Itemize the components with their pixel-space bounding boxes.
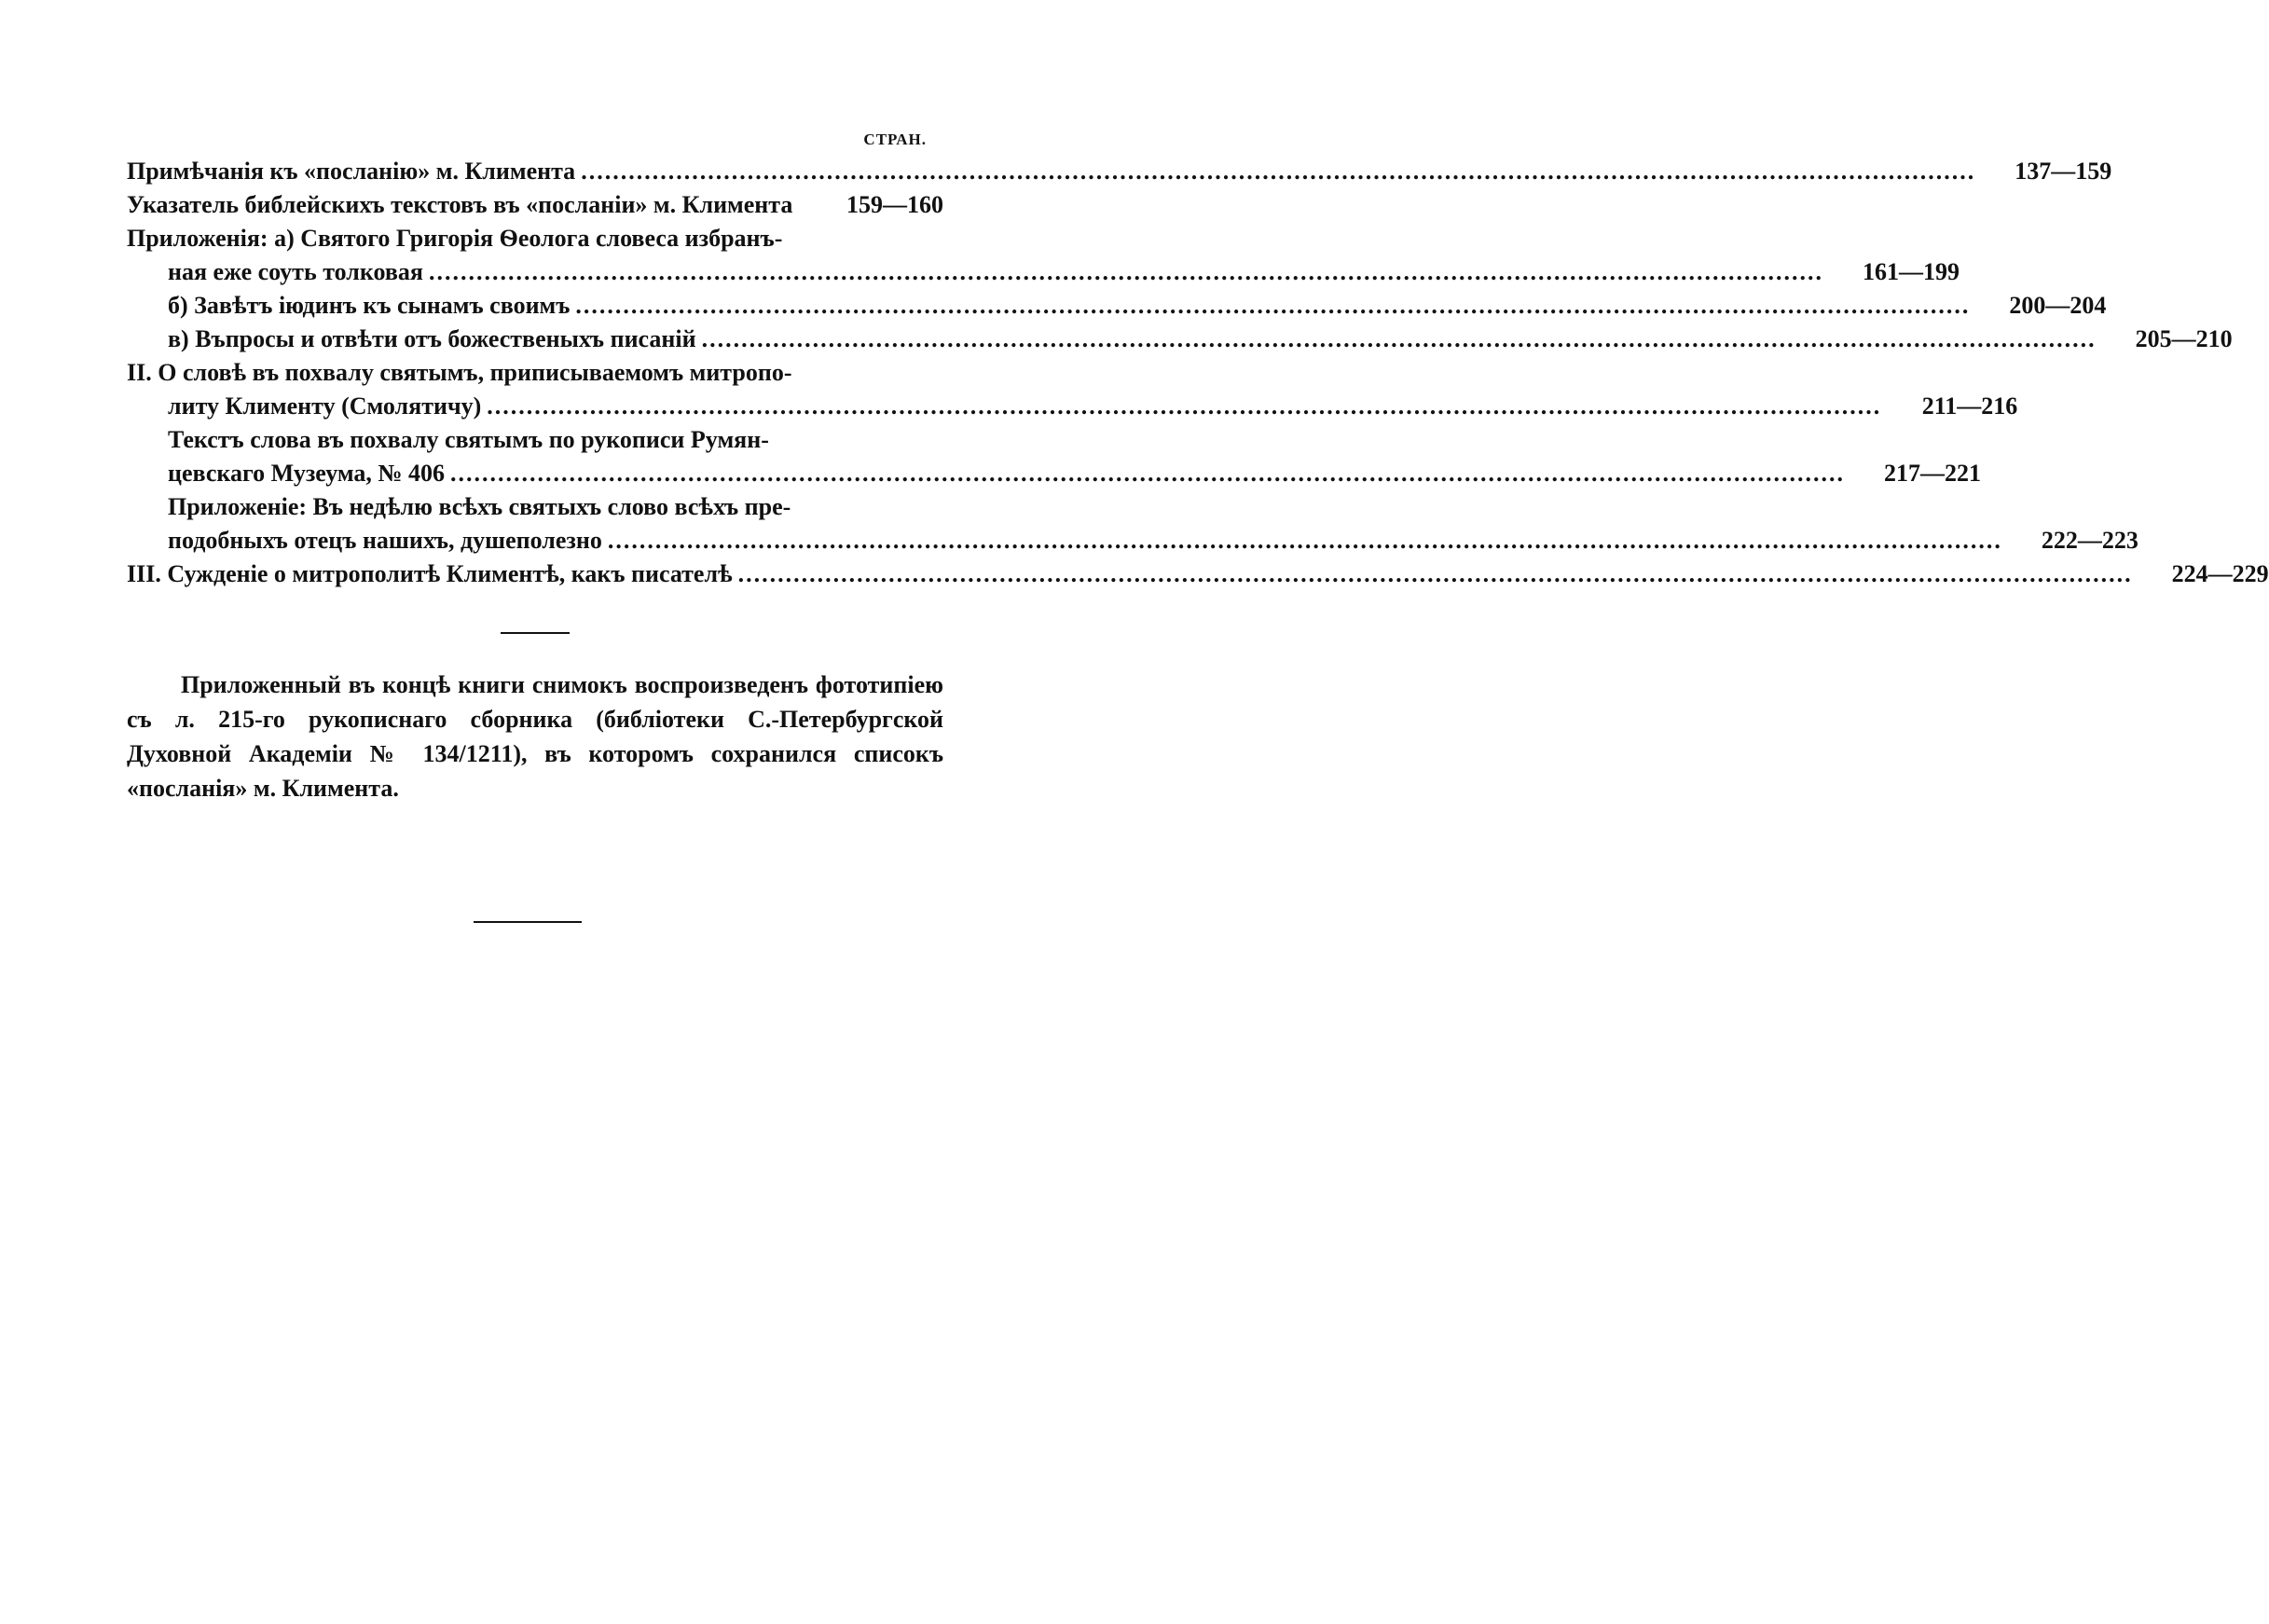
toc-entry-pages: 224—229: [2171, 560, 2269, 587]
toc-entry-text: ная еже соуть толковая: [168, 258, 423, 285]
toc-entry: [127, 289, 2107, 323]
toc-entry-pages: 211—216: [1921, 392, 2018, 420]
toc-entry-text: подобныхъ отецъ нашихъ, душеполезно: [168, 527, 602, 554]
closing-rule: [474, 921, 582, 923]
toc-entry-text: Текстъ слова въ похвалу святымъ по рукописи Румян-: [168, 426, 769, 453]
leader-dots: [450, 457, 1845, 490]
toc-entry-text: б) Завѣтъ іюдинъ къ сынамъ своимъ: [168, 292, 571, 319]
toc-entry-text: Примѣчанія къ «посланію» м. Климента: [127, 158, 576, 185]
note-paragraph: Приложенный въ концѣ книги снимокъ воспроизведенъ фототипіею съ л. 215-го рукописнаго сборника (библіотеки С.-Петербургской Духовной Академіи № 134/1211), въ которомъ сохранился списокъ «посланія» м. Климента.: [127, 671, 943, 802]
pages-column-header: СТРАН.: [863, 131, 927, 148]
toc-entry-text: III. Сужденіе о митрополитѣ Климентѣ, какъ писателѣ: [127, 560, 733, 587]
toc-entry: [127, 155, 2112, 188]
toc-entry-pages: 200—204: [2009, 292, 2107, 319]
leader-dots: [575, 289, 1970, 323]
leader-dots: [487, 390, 1881, 423]
leader-dots: [581, 155, 1975, 188]
toc-entry-pages: 217—221: [1884, 460, 1982, 487]
toc-entry-pages: 222—223: [2041, 527, 2138, 554]
leader-dots: [608, 524, 2002, 557]
toc-entry-text: цевскаго Музеума, № 406: [168, 460, 446, 487]
toc-entry: [127, 323, 2233, 356]
toc-entry: [127, 222, 943, 255]
leader-dots: [702, 323, 2097, 356]
toc-entry-text: литу Клименту (Смолятичу): [168, 392, 482, 420]
divider-rule: [501, 632, 570, 634]
leader-dots: [738, 557, 2133, 591]
toc-entry-pages: 159—160: [846, 191, 943, 218]
toc-entry-text: Приложеніе: Въ недѣлю всѣхъ святыхъ слово всѣхъ пре-: [168, 493, 791, 520]
toc-entry: [127, 457, 1982, 490]
toc-entry-text: Указатель библейскихъ текстовъ въ «посланіи» м. Климента: [127, 191, 793, 218]
toc-entry-pages: 205—210: [2135, 325, 2233, 352]
toc-entry: [127, 557, 2269, 591]
leader-dots: [429, 255, 1823, 289]
toc-entry: [127, 356, 943, 390]
facsimile-note: [127, 667, 943, 805]
toc-entry-text: Приложенія: а) Святого Григорія Ѳеолога словеса избранъ-: [127, 225, 783, 252]
toc-entry-text: в) Въпросы и отвѣти отъ божественыхъ писаній: [168, 325, 696, 352]
toc-entry: [127, 390, 2018, 423]
toc-entry: [127, 423, 943, 457]
toc-entry: [127, 255, 1960, 289]
toc-entry: [127, 490, 943, 524]
toc-entry: [127, 188, 943, 222]
toc-entry: [127, 524, 2138, 557]
toc-entry-pages: 161—199: [1862, 258, 1960, 285]
toc-entry-text: II. О словѣ въ похвалу святымъ, приписываемомъ митропо-: [127, 359, 792, 386]
toc-entry-pages: 137—159: [2015, 158, 2112, 185]
table-of-contents: [127, 131, 2269, 591]
